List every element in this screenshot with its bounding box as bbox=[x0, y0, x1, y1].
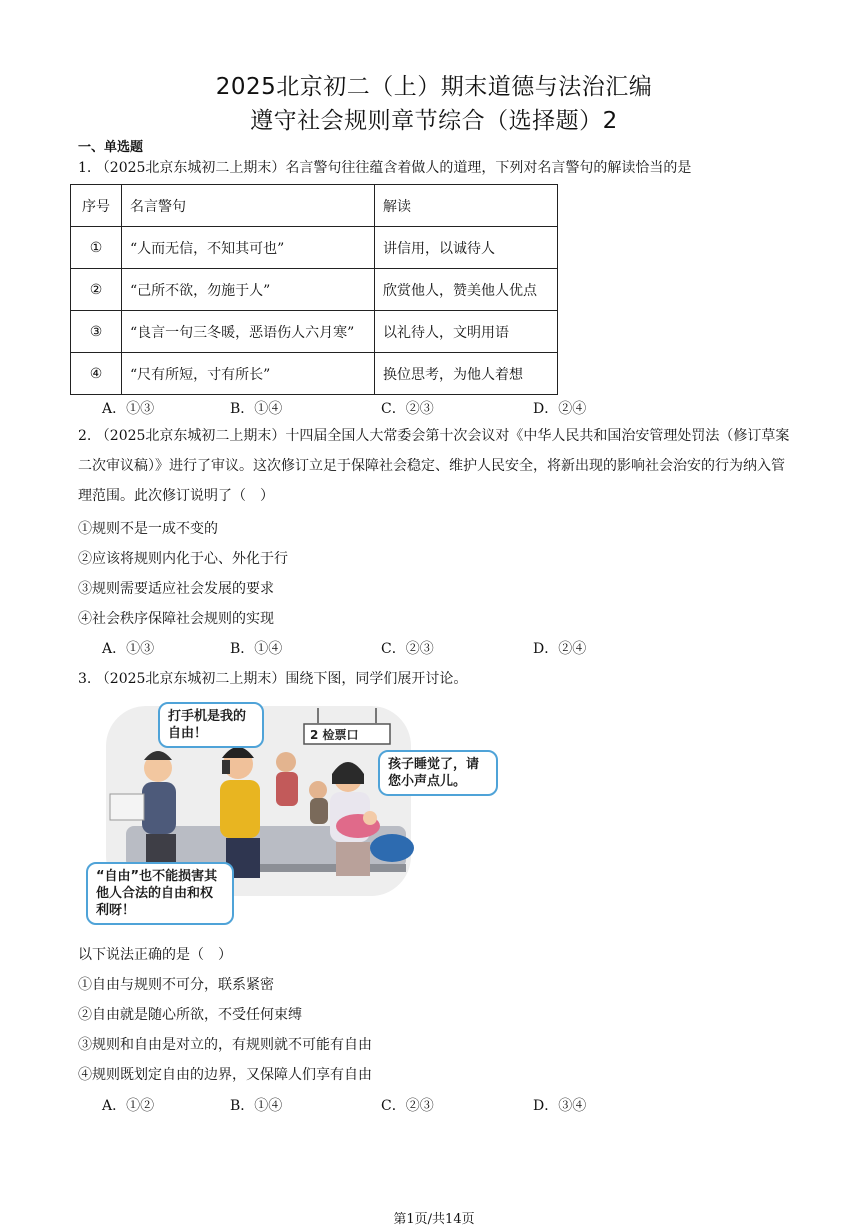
table-header-row bbox=[71, 185, 558, 227]
table-row bbox=[71, 269, 558, 311]
table-cell: “人而无信，不知其可也” bbox=[122, 227, 375, 269]
q3-option-b[interactable]: B．①④ bbox=[230, 1098, 283, 1114]
q2-option-c[interactable]: C．②③ bbox=[381, 641, 434, 657]
table-cell: “己所不欲，勿施于人” bbox=[122, 269, 375, 311]
q2-item-3: ③规则需要适应社会发展的要求 bbox=[78, 581, 274, 597]
q3-item-2: ②自由就是随心所欲，不受任何束缚 bbox=[78, 1007, 302, 1023]
q1-quote-table bbox=[70, 184, 558, 395]
q1-option-c[interactable]: C．②③ bbox=[381, 401, 434, 417]
q2-item-2: ②应该将规则内化于心、外化于行 bbox=[78, 551, 288, 567]
table-cell: ③ bbox=[71, 311, 122, 353]
waiting-room-illustration bbox=[86, 698, 480, 930]
q3-item-4: ④规则既划定自由的边界，又保障人们享有自由 bbox=[78, 1067, 372, 1083]
table-row bbox=[71, 353, 558, 395]
table-row bbox=[71, 311, 558, 353]
document-title-line1: 2025北京初二（上）期末道德与法治汇编 bbox=[215, 74, 653, 100]
q2-stem: 2. （2025北京东城初二上期末）十四届全国人大常委会第十次会议对《中华人民共和国治安管理处罚法（修订草案二次审议稿）》进行了审议。这次修订立足于保障社会稳定、维护人民安全，将新出现的影响社会治安的行为纳入管理范围。此次修订说明了（ ） bbox=[78, 428, 790, 504]
q2-item-1: ①规则不是一成不变的 bbox=[78, 521, 218, 537]
table-cell: “尺有所短，寸有所长” bbox=[122, 353, 375, 395]
document-title-line2: 遵守社会规则章节综合（选择题）2 bbox=[250, 108, 618, 134]
table-cell: ④ bbox=[71, 353, 122, 395]
table-cell: 换位思考，为他人着想 bbox=[375, 353, 558, 395]
q2-option-b[interactable]: B．①④ bbox=[230, 641, 283, 657]
q3-option-d[interactable]: D．③④ bbox=[533, 1098, 587, 1114]
speech-bubble-freedom: “自由”也不能损害其他人合法的自由和权利呀！ bbox=[86, 862, 234, 925]
section-heading: 一、单选题 bbox=[78, 140, 144, 155]
q3-stem: 3. （2025北京东城初二上期末）围绕下图，同学们展开讨论。 bbox=[78, 671, 468, 687]
q3-prompt: 以下说法正确的是（ ） bbox=[78, 947, 232, 963]
header-cell: 序号 bbox=[71, 185, 122, 227]
q1-option-d[interactable]: D．②④ bbox=[533, 401, 587, 417]
q3-option-a[interactable]: A．①② bbox=[102, 1098, 155, 1114]
table-row bbox=[71, 227, 558, 269]
q3-option-c[interactable]: C．②③ bbox=[381, 1098, 434, 1114]
table-cell: 以礼待人，文明用语 bbox=[375, 311, 558, 353]
table-cell: “良言一句三冬暖，恶语伤人六月寒” bbox=[122, 311, 375, 353]
q1-stem: 1. （2025北京东城初二上期末）名言警句往往蕴含着做人的道理，下列对名言警句的解读恰当的是 bbox=[78, 160, 692, 176]
speech-bubble-phone: 打手机是我的自由！ bbox=[158, 702, 264, 748]
table-cell: ② bbox=[71, 269, 122, 311]
q2-option-a[interactable]: A．①③ bbox=[102, 641, 155, 657]
header-cell: 名言警句 bbox=[122, 185, 375, 227]
table-cell: 讲信用，以诚待人 bbox=[375, 227, 558, 269]
speech-bubble-baby: 孩子睡觉了，请您小声点儿。 bbox=[378, 750, 498, 796]
header-cell: 解读 bbox=[375, 185, 558, 227]
q3-item-3: ③规则和自由是对立的，有规则就不可能有自由 bbox=[78, 1037, 372, 1053]
table-cell: 欣赏他人，赞美他人优点 bbox=[375, 269, 558, 311]
table-cell: ① bbox=[71, 227, 122, 269]
q2-option-d[interactable]: D．②④ bbox=[533, 641, 587, 657]
q3-item-1: ①自由与规则不可分，联系紧密 bbox=[78, 977, 274, 993]
q1-option-a[interactable]: A．①③ bbox=[102, 401, 155, 417]
q2-item-4: ④社会秩序保障社会规则的实现 bbox=[78, 611, 274, 627]
q1-option-b[interactable]: B．①④ bbox=[230, 401, 283, 417]
page-footer: 第1页/共14页 bbox=[393, 1212, 475, 1227]
gate-sign-text: 2 检票口 bbox=[310, 728, 359, 742]
